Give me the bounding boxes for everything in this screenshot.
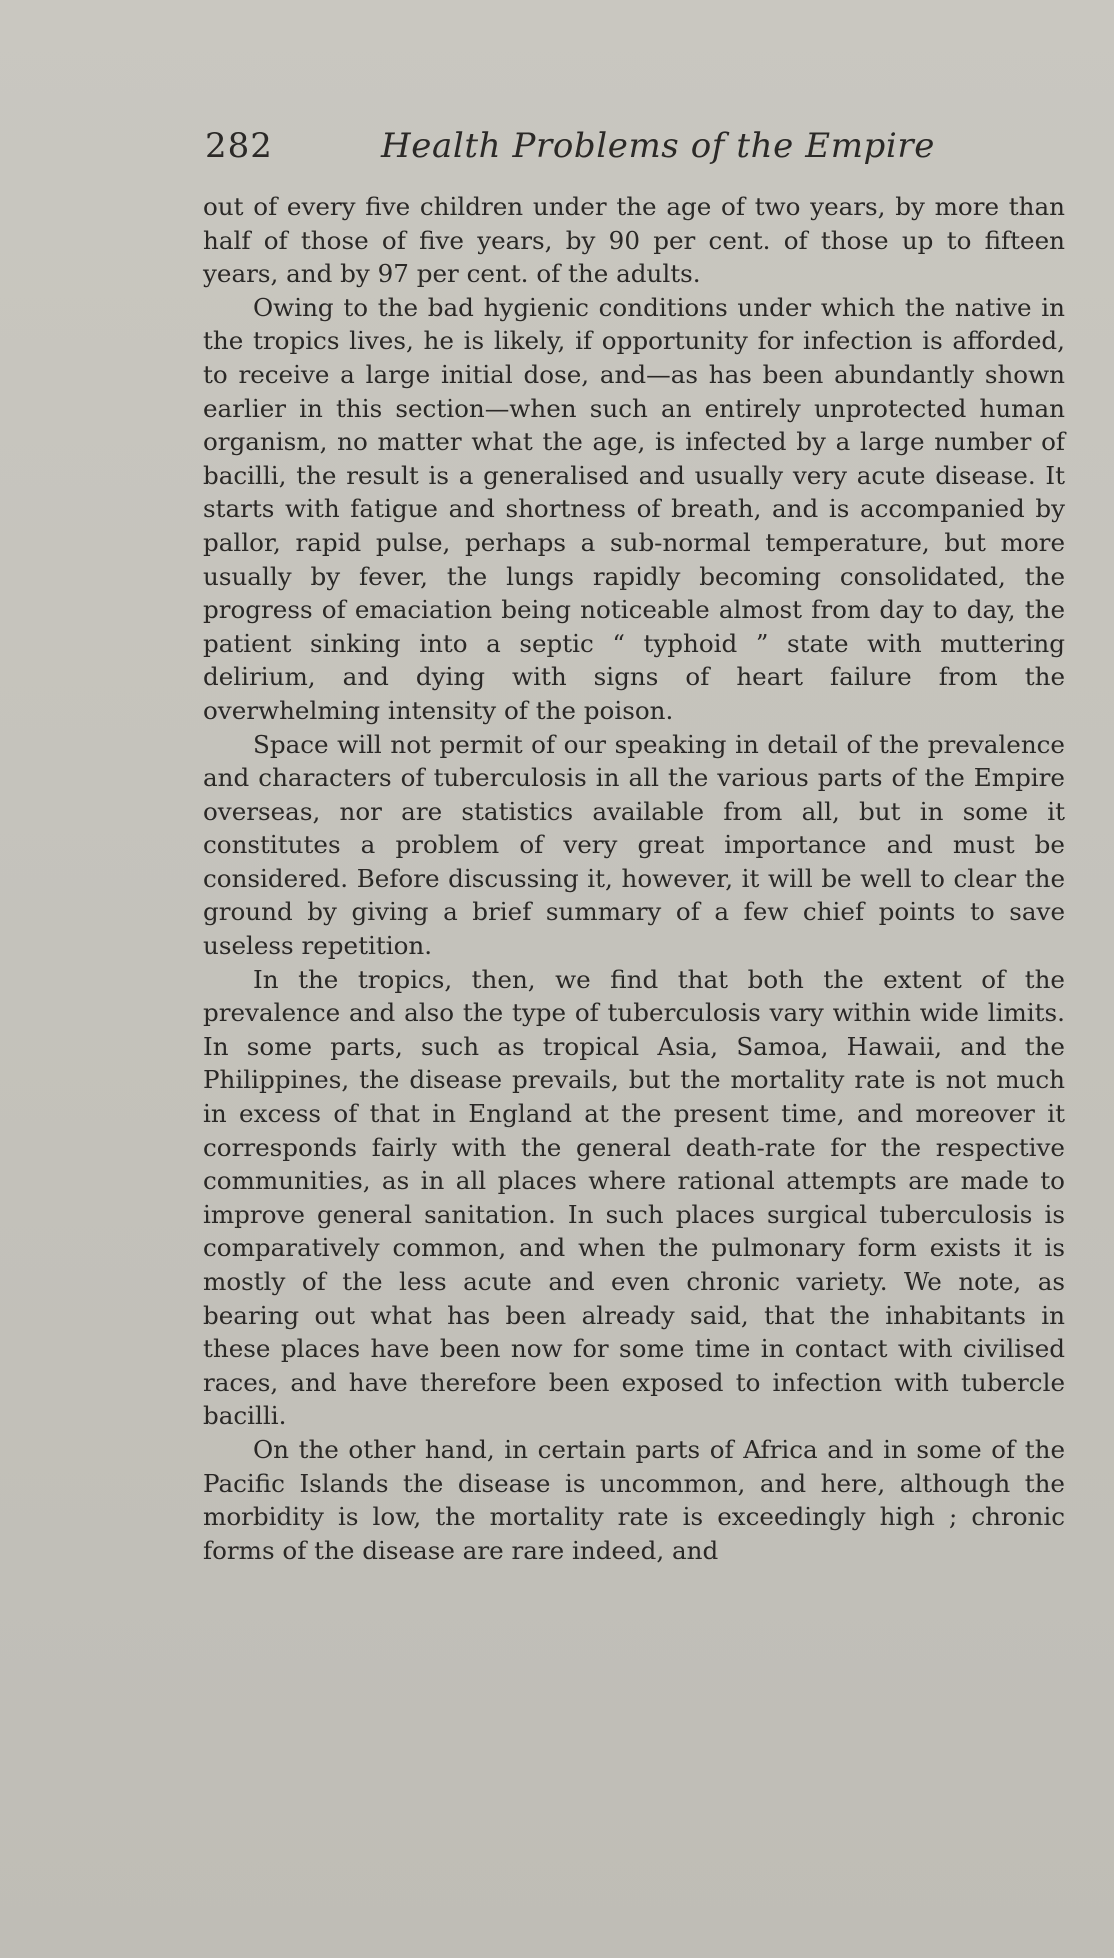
running-head	[205, 126, 1065, 186]
paragraph-hygienic-conditions: Owing to the bad hygienic conditions under which the native in the tropics lives, he is likely, if opportunity for infection is afforded, to receive a large initial dose, and—as has been abundantly shown earlier in this section—when such an entirely unprotected human organism, no matter what the age, is infected by a large number of bacilli, the result is a generalised and usually very acute disease. It starts with fatigue and shortness of breath, and is accompanied by pallor, rapid pulse, perhaps a sub-normal temperature, but more usually by fever, the lungs rapidly becoming consolidated, the progress of emaciation being noticeable almost from day to day, the patient sinking into a septic “ typhoid ” state with muttering delirium, and dying with signs of heart failure from the overwhelming intensity of the poison.	[203, 292, 1065, 725]
paragraph-continuation: out of every five children under the age of two years, by more than half of those of five years, by 90 per cent. of those up to fifteen years, and by 97 per cent. of the adults.	[203, 192, 1065, 289]
running-title: Health Problems of the Empire	[381, 126, 935, 166]
paragraph-tropics-prevalence: In the tropics, then, we find that both the extent of the prevalence and also the type of tuberculosis vary within wide limits. In some parts, such as tropical Asia, Samoa, Hawaii, and the Philippines, the disease prevails, but the mortality rate is not much in excess of that in England at the present time, and moreover it corresponds fairly with the general death-rate for the respective communities, as in all places where rational attempts are made to improve general sanitation. In such places surgical tuberculosis is comparatively common, and when the pulmonary form exists it is mostly of the less acute and even chronic variety. We note, as bearing out what has been already said, that the inhabitants in these places have been now for some time in contact with civilised races, and have therefore been exposed to infection with tubercle bacilli.	[203, 964, 1065, 1431]
paragraph-africa-pacific: On the other hand, in certain parts of Africa and in some of the Pacific Islands the disease is uncommon, and here, although the morbidity is low, the mortality rate is exceedingly high ; chronic forms of the disease are rare indeed, and	[203, 1434, 1065, 1565]
paragraph-space-limits: Space will not permit of our speaking in detail of the prevalence and characters of tuberculosis in all the various parts of the Empire overseas, nor are statistics available from all, but in some it constitutes a problem of very great importance and must be considered. Before discussing it, however, it will be well to clear the ground by giving a brief summary of a few chief points to save useless repetition.	[203, 729, 1065, 961]
page-number: 282	[205, 126, 273, 166]
body-text	[203, 190, 1065, 1567]
